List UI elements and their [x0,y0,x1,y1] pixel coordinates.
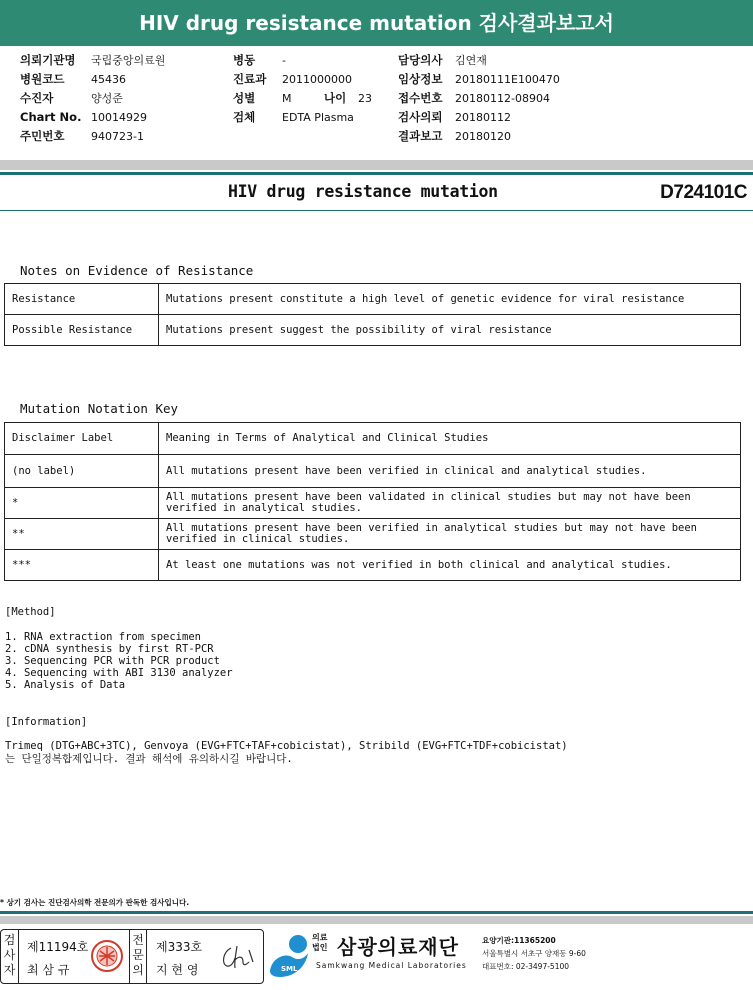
notation-label-cell: *** [5,550,159,581]
info-row [398,70,560,89]
info-label: 주민번호 [20,129,65,143]
signature-box [0,929,264,984]
info-row [398,108,560,127]
contact-line: 대표번호: 02-3497-5100 [482,962,570,971]
evidence-table [4,283,741,346]
table-row [5,315,741,346]
divider-grey-bottom [0,916,753,924]
method-step: 5. Analysis of Data [5,679,126,691]
logo-badge-text: SML [281,965,298,973]
notation-text-cell: All mutations present have been verified in analytical studies but may not have been verified in clinical studies. [159,519,741,550]
info-value: 국립중앙의료원 [91,54,166,67]
info-row [398,89,560,108]
info-row [398,51,560,70]
table-header-row [5,423,741,455]
evidence-section-title: Notes on Evidence of Resistance [20,263,254,278]
divider-grey [0,160,753,170]
info-value: 20180111E100470 [455,73,560,86]
method-title: [Method] [5,606,56,618]
info-row [233,70,372,89]
notation-header-label: Disclaimer Label [5,423,159,455]
notation-text-cell: All mutations present have been verified in clinical and analytical studies. [159,455,741,488]
logo-sub-bottom: 법인 [312,943,328,952]
info-label: 수진자 [20,91,54,105]
info-value: 양성준 [91,92,123,105]
evidence-label-cell: Possible Resistance [5,315,159,346]
tester-vertical-label: 검사자 [1,930,19,983]
info-row [398,127,560,146]
info-value: 2011000000 [282,73,352,86]
contact-info [482,934,586,973]
contact-line: 요양기관:11365200 [482,936,556,945]
seal-icon [90,937,124,975]
info-label: Chart No. [20,110,82,124]
info-row [20,108,165,127]
divider-teal-bottom [0,911,753,914]
tester-name: 최 삼 규 [27,963,70,977]
notation-label-cell: * [5,488,159,519]
notation-section-title: Mutation Notation Key [20,401,179,416]
info-value: 20180120 [455,130,511,143]
notation-label-cell: ** [5,519,159,550]
reviewer-license: 제333호 [156,940,203,954]
report-code: D724101C [660,182,747,203]
table-row [5,455,741,488]
age-label: 나이 [324,91,347,105]
info-label: 검체 [233,110,256,124]
info-row [20,51,165,70]
logo-name: 삼광의료재단 [337,935,459,959]
info-label: 진료과 [233,72,267,86]
patient-info-column-1 [20,51,165,146]
logo-sub-label [312,933,327,953]
info-row [20,127,165,146]
info-row [20,70,165,89]
info-label: 결과보고 [398,129,443,143]
footnote: * 상기 검사는 진단검사의학 전문의가 판독한 검사입니다. [0,898,190,907]
contact-line: 서울특별시 서초구 양재동 9-60 [482,949,586,958]
divider-teal-top [0,172,753,175]
notation-table [4,422,741,581]
info-value: 김연재 [455,54,487,67]
table-row [5,284,741,315]
notation-text-cell: At least one mutations was not verified in both clinical and analytical studies. [159,550,741,581]
info-label: 병동 [233,53,256,67]
info-value: - [282,54,286,67]
method-step: 4. Sequencing with ABI 3130 analyzer [5,667,233,679]
logo-english-name: Samkwang Medical Laboratories [316,961,467,970]
info-value: 20180112-08904 [455,92,550,105]
divider-teal-thin [0,210,753,211]
logo-sub-top: 의료 [312,933,328,942]
information-line: Trimeq (DTG+ABC+3TC), Genvoya (EVG+FTC+TAF+cobicistat), Stribild (EVG+FTC+TDF+cobicistat) [5,740,568,752]
reviewer-name: 지 현 영 [156,963,199,977]
report-header-title: HIV drug resistance mutation 검사결과보고서 [0,0,753,46]
evidence-text-cell: Mutations present constitute a high level of genetic evidence for viral resistance [159,284,741,315]
reviewer-vertical-label: 전문의 [129,930,147,983]
sml-logo-icon [266,931,312,981]
evidence-text-cell: Mutations present suggest the possibility of viral resistance [159,315,741,346]
table-row [5,519,741,550]
information-title: [Information] [5,716,88,728]
patient-info-column-3 [398,51,560,146]
method-step: 2. cDNA synthesis by first RT-PCR [5,643,214,655]
notation-text-cell: All mutations present have been validated in clinical studies but may not have been verified in analytical studies. [159,488,741,519]
info-row [233,89,372,108]
method-step: 1. RNA extraction from specimen [5,631,201,643]
info-label: 담당의사 [398,53,443,67]
info-value: M [282,92,292,105]
info-row [233,51,372,70]
patient-info-column-2 [233,51,372,127]
table-row [5,550,741,581]
info-label: 검사의뢰 [398,110,443,124]
tester-license: 제11194호 [27,940,89,954]
info-label: 의뢰기관명 [20,53,76,67]
evidence-label-cell: Resistance [5,284,159,315]
report-title: HIV drug resistance mutation [228,182,498,201]
information-line: 는 단일정복합제입니다. 결과 해석에 유의하시길 바랍니다. [5,753,293,765]
table-row [5,488,741,519]
info-row [20,89,165,108]
info-value: 940723-1 [91,130,144,143]
info-value: 45436 [91,73,126,86]
info-row [233,108,372,127]
signature-icon [219,942,257,972]
info-label: 임상정보 [398,72,443,86]
notation-label-cell: (no label) [5,455,159,488]
info-label: 병원코드 [20,72,65,86]
age-value: 23 [358,92,372,105]
info-label: 접수번호 [398,91,443,105]
method-step: 3. Sequencing PCR with PCR product [5,655,220,667]
info-value: EDTA Plasma [282,111,354,124]
info-value: 10014929 [91,111,147,124]
info-value: 20180112 [455,111,511,124]
info-label: 성별 [233,91,256,105]
notation-header-text: Meaning in Terms of Analytical and Clinical Studies [159,423,741,455]
